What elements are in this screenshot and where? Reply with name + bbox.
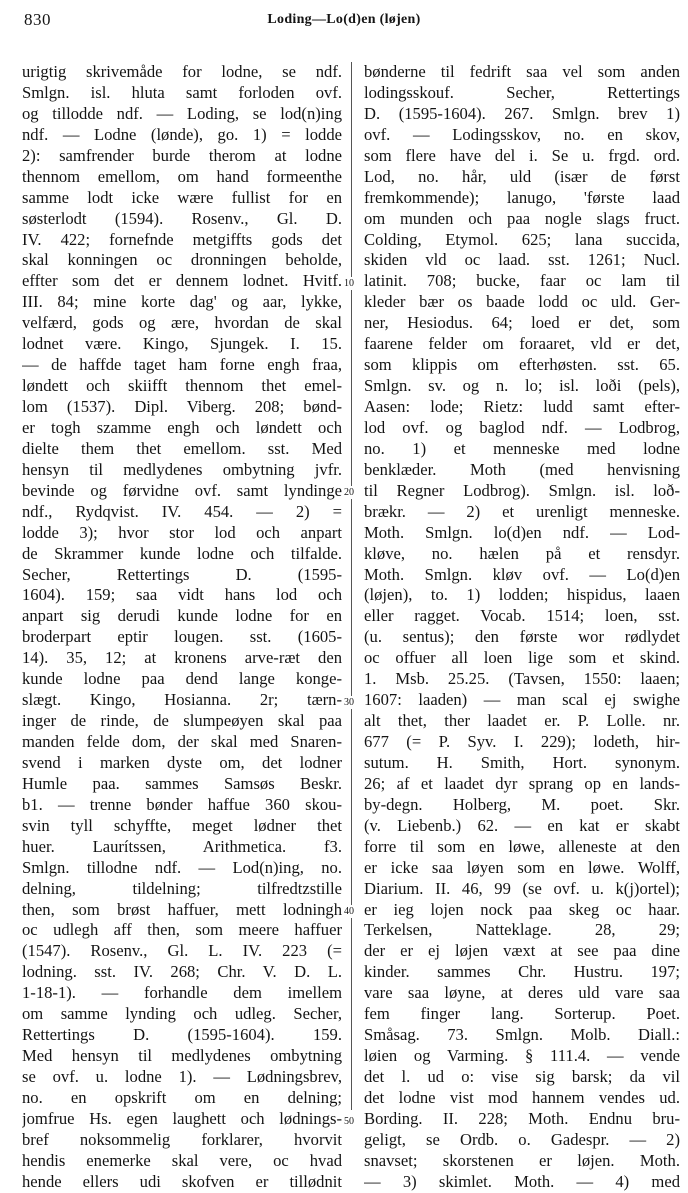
text-line: velfærd, gods og ære, hvordan de skal: [22, 313, 342, 333]
text-line: (løjen), to. 1) lodden; hispidus, laaen: [364, 585, 680, 605]
text-line: Med hensyn til medlydenes ombytning: [22, 1046, 342, 1066]
text-line: thennom emellom, om hand formeenthe: [22, 166, 342, 186]
text-line: de Skrammer kunde lodne och tilfalde.: [22, 543, 342, 563]
line-number: 20: [344, 487, 354, 498]
text-line: slægt. Kingo, Hosianna. 2r; tærn-: [22, 690, 342, 710]
text-line: Smlgn. tillodne ndf. — Lod(n)ing, no.: [22, 857, 342, 877]
text-line: faarene felder om foraaret, vld er det,: [364, 334, 680, 354]
text-line: vare saa løyne, at deres uld vare saa: [364, 983, 680, 1003]
text-line: by-degn. Holberg, M. poet. Skr.: [364, 794, 680, 814]
text-line: ndf. — Lodne (lønde), go. 1) = lodde: [22, 124, 342, 144]
text-line: 1604). 159; saa vidt hans lod och: [22, 585, 342, 605]
text-line: oc offuer all loen lige som et skind.: [364, 648, 680, 668]
text-line: det lodne vist mod hannem vendes ud.: [364, 1087, 680, 1107]
text-line: dielte them thet emellom. sst. Med: [22, 438, 342, 458]
text-line: D. (1595-1604). 267. Smlgn. brev 1): [364, 103, 680, 123]
text-line: brækr. — 2) et urenligt menneske.: [364, 501, 680, 521]
text-line: se ovf. u. lodne 1). — Lødningsbrev,: [22, 1067, 342, 1086]
text-line: (v. Liebenb.) 62. — en kat er skabt: [364, 815, 680, 835]
text-line: kinder. sammes Chr. Hustru. 197;: [364, 962, 680, 982]
text-line: 2): samfrender burde therom at lodne: [22, 145, 342, 165]
text-line: svend i marken dyste om, det lodner: [22, 752, 342, 772]
text-line: som klippis om efterhøsten. sst. 65.: [364, 355, 680, 375]
text-line: hensyn til medlydenes ombytning jvfr.: [22, 459, 342, 479]
text-line: no. en opskrift om en delning;: [22, 1087, 342, 1107]
text-line: kløve, no. hælen på et rensdyr.: [364, 543, 680, 563]
text-line: fem finger lang. Sorterup. Poet.: [364, 1004, 680, 1024]
text-line: søsterlodt (1594). Rosenv., Gl. D.: [22, 208, 342, 228]
text-line: bønderne til fedrift saa vel som anden: [364, 62, 680, 81]
text-line: — de haffde taget ham forne engh fraa,: [22, 355, 342, 375]
text-line: bevinde og førvidne ovf. samt lyndinge: [22, 480, 342, 500]
text-line: Diarium. II. 46, 99 (se ovf. u. k(j)ortel);: [364, 878, 680, 898]
text-line: Colding, Etymol. 625; lana succida,: [364, 229, 680, 249]
text-line: sutum. H. Smith, Hort. synonym.: [364, 752, 680, 772]
text-line: samme lodt icke wære fullist for en: [22, 187, 342, 207]
text-line: manden felde dom, der skal med Snaren-: [22, 732, 342, 751]
text-line: lom (1537). Dipl. Viberg. 208; bønd-: [22, 397, 342, 416]
text-line: om samme lynding och udleg. Secher,: [22, 1004, 342, 1024]
text-line: om munden och paa nogle slags fruct.: [364, 208, 680, 228]
text-line: inger de rinde, de slumpeøyen skal paa: [22, 711, 342, 731]
text-line: delning, tildelning; tilfredtzstille: [22, 878, 342, 898]
text-line: (1547). Rosenv., Gl. L. IV. 223 (=: [22, 941, 342, 961]
text-line: lodingsskouf. Secher, Rettertings: [364, 82, 680, 102]
line-number: 40: [344, 906, 354, 917]
text-line: hende ellers udi skofven er tillødnit: [22, 1171, 342, 1191]
text-line: lod ovf. og baglod ndf. — Lodbrog,: [364, 417, 680, 437]
text-line: huer. Laurítssen, Arithmetica. f3.: [22, 836, 342, 856]
text-line: IV. 422; fornefnde metgiffts gods det: [22, 229, 342, 249]
text-line: geligt, se Ordb. o. Gadespr. — 2): [364, 1129, 680, 1149]
column-divider: [351, 62, 352, 1110]
text-line: Humle paa. sammes Samsøs Beskr.: [22, 773, 342, 793]
text-line: forre til som en løwe, alleneste at den: [364, 836, 680, 856]
text-line: kleder bær os baade lodd oc uld. Ger-: [364, 292, 680, 312]
text-line: bref noksommelig forklarer, hvorvit: [22, 1129, 342, 1149]
text-line: 14). 35, 12; at kronens arve-ræt den: [22, 648, 342, 668]
text-line: effter som det er dennem lodnet. Hvitf.: [22, 271, 342, 291]
text-line: 1607: laaden) — man scal ej swighe: [364, 690, 680, 710]
text-line: løndett och skiifft thennom thet emel-: [22, 376, 342, 396]
text-line: Bording. II. 228; Moth. Endnu bru-: [364, 1108, 680, 1128]
text-line: latinit. 708; bucke, faar oc lam til: [364, 271, 680, 291]
text-line: som flere have del i. Se u. frgd. ord.: [364, 145, 680, 165]
text-line: svin tyll schyffte, meget lødner thet: [22, 815, 342, 835]
text-line: hendis enemerke skal vere, oc hvad: [22, 1150, 342, 1170]
text-line: lodning. sst. IV. 268; Chr. V. D. L.: [22, 962, 342, 982]
text-line: no. 1) et menneske med lodne: [364, 438, 680, 458]
text-line: er icke saa løyen som en løwe. Wolff,: [364, 857, 680, 877]
text-line: Lod, no. hår, uld (især de først: [364, 166, 680, 186]
text-line: og tillodde ndf. — Loding, se lod(n)ing: [22, 103, 342, 123]
page-header: [0, 6, 688, 36]
text-line: 1-18-1). — forhandle dem imellem: [22, 983, 342, 1003]
text-line: — 3) skimlet. Moth. — 4) med: [364, 1171, 680, 1191]
text-line: then, som brøst haffuer, mett lodningh: [22, 899, 342, 919]
text-line: fremkommende); lanugo, 'første laad: [364, 187, 680, 207]
text-line: til Regner Lodbrog). Smlgn. isl. loð-: [364, 480, 680, 500]
text-line: Moth. Smlgn. lo(d)en ndf. — Lod-: [364, 522, 680, 542]
line-number: 30: [344, 696, 354, 708]
text-line: urigtig skrivemåde for lodne, se ndf.: [22, 62, 342, 81]
line-number: 50: [344, 1115, 354, 1127]
text-line: (u. sentus); den første wor rødlydet: [364, 627, 680, 647]
text-line: b1. — trenne bønder haffue 360 skou-: [22, 794, 342, 814]
text-line: ndf., Rydqvist. IV. 454. — 2) =: [22, 501, 342, 521]
text-line: oc udlegh aff then, som meere haffuer: [22, 920, 342, 940]
text-line: Terkelsen, Natteklage. 28, 29;: [364, 920, 680, 940]
right-column: [364, 62, 680, 1193]
text-line: Secher, Rettertings D. (1595-: [22, 564, 342, 584]
text-line: 26; af et laadet dyr sprang op en lands-: [364, 773, 680, 793]
text-line: er ieg lojen nock paa skeg oc haar.: [364, 899, 680, 919]
running-head: Loding—Lo(d)en (løjen): [267, 12, 421, 27]
text-line: eller ragget. Vocab. 1514; loen, sst.: [364, 606, 680, 626]
text-line: 1. Msb. 25.25. (Tavsen, 1550: laaen;: [364, 669, 680, 689]
text-line: løien og Varming. § 111.4. — vende: [364, 1046, 680, 1066]
left-column: [22, 62, 342, 1193]
text-line: Småsag. 73. Smlgn. Molb. Diall.:: [364, 1025, 680, 1045]
text-line: kunde lodne paa dend lange konge-: [22, 669, 342, 689]
page-number: 830: [24, 10, 51, 29]
text-line: alt thet, ther laadet er. P. Lolle. nr.: [364, 711, 680, 731]
text-line: er togh szamme engh och løndett och: [22, 417, 342, 437]
text-line: skiden vld oc laad. sst. 1261; Nucl.: [364, 250, 680, 270]
text-line: jomfrue Hs. egen laughett och lødnings-: [22, 1108, 342, 1128]
text-line: Rettertings D. (1595-1604). 159.: [22, 1025, 342, 1045]
text-line: Smlgn. isl. hluta samt forloden ovf.: [22, 82, 342, 102]
text-line: III. 84; mine korte dag' og aar, lykke,: [22, 292, 342, 312]
text-line: Moth. Smlgn. kløv ovf. — Lo(d)en: [364, 564, 680, 584]
text-line: 677 (= P. Syv. I. 229); lodeth, hir-: [364, 732, 680, 751]
text-line: snavset; skorstenen er løjen. Moth.: [364, 1150, 680, 1170]
text-line: ovf. — Lodingsskov, no. en skov,: [364, 124, 680, 144]
text-line: anpart sig derudi kunde lodne for en: [22, 606, 342, 626]
text-line: det l. ud o: vise sig barsk; da vil: [364, 1067, 680, 1086]
text-line: lodde 3); hvor stor lod och anpart: [22, 522, 342, 542]
text-line: der er ej løjen væxt at see paa dine: [364, 941, 680, 961]
text-line: benklæder. Moth (med henvisning: [364, 459, 680, 479]
text-line: skal konningen oc dronningen beholde,: [22, 250, 342, 270]
text-line: Aasen: lode; Rietz: ludd samt efter-: [364, 397, 680, 416]
text-line: broderpart eptir lougen. sst. (1605-: [22, 627, 342, 647]
text-line: lodnet være. Kingo, Sjungek. I. 15.: [22, 334, 342, 354]
text-line: ner, Hesiodus. 64; loed er det, som: [364, 313, 680, 333]
line-number: 10: [344, 277, 354, 289]
text-line: Smlgn. sv. og n. lo; isl. loði (pels),: [364, 376, 680, 396]
